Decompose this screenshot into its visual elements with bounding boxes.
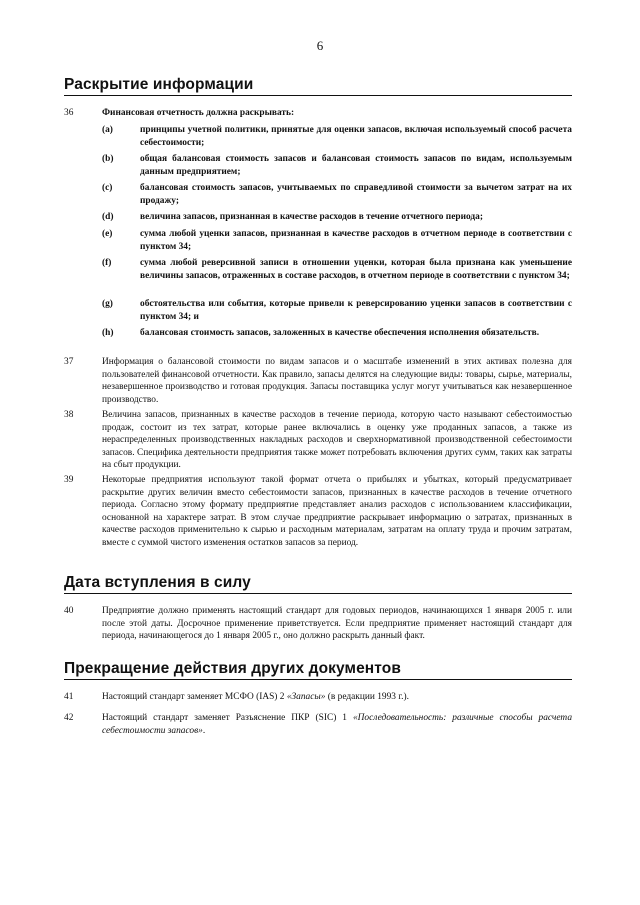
paragraph-number: 37: [64, 357, 74, 367]
paragraph-37: [64, 356, 572, 406]
list-item-label: (b): [102, 154, 114, 164]
paragraph-text: Информация о балансовой стоимости по видам запасов и о масштабе изменений в этих активах полезна для пользователей финансовой отчетности. Как правило, запасы делятся на следующие виды: товары, сырье, материалы, незавершенное производство и готовая продукция. Запасы поставщика услуг могут учитываться как незавершенное производство.: [102, 357, 572, 405]
paragraph-40: [64, 605, 572, 643]
paragraph-number: 41: [64, 692, 74, 702]
paragraph-text: Предприятие должно применять настоящий стандарт для годовых периодов, начинающихся 1 января 2005 г. или после этой даты. Досрочное применение приветствуется. Если предприятие применяет настоящий стандарт для периода, начинающегося до 1 января 2005 г., оно должно раскрыть данный факт.: [102, 606, 572, 642]
paragraph-text: Величина запасов, признанных в качестве расходов в течение периода, которую часто называют себестоимостью продаж, состоит из тех затрат, которые ранее включались в оценку уже проданных запасов, а также из нераспределенных производственных накладных расходов и сверхнормативной производственной себестоимости запасов. Специфика деятельности предприятия также может потребовать включения других сумм, таких как затраты на сбыт продукции.: [102, 410, 572, 471]
paragraph-text: Некоторые предприятия используют такой формат отчета о прибылях и убытках, который предусматривает раскрытие других величин вместо себестоимости запасов, признанных в качестве расходов в течение отчетного периода. Согласно этому формату предприятие представляет анализ расходов с использованием классификации, основанной на характере затрат. В этом случае предприятие раскрывает информацию о затратах, признанных в качестве расходов применительно к сырью и расходным материалам, затратам на оплату труда и прочим затратам, вместе с суммой чистого изменения остатков запасов за период.: [102, 475, 572, 548]
list-item: [102, 228, 572, 253]
list-item: [102, 153, 572, 178]
paragraph-text: Финансовая отчетность должна раскрывать:: [102, 108, 295, 118]
list-item-text: величина запасов, признанная в качестве расходов в течение отчетного периода;: [140, 212, 483, 222]
paragraph-36: [64, 107, 572, 120]
paragraph-41: [64, 691, 572, 704]
paragraph-number: 38: [64, 410, 74, 420]
list-item: [102, 182, 572, 207]
page-number: 6: [316, 38, 324, 53]
section-title-disclosure: Раскрытие информации: [64, 76, 572, 96]
text-run: .: [202, 725, 206, 736]
list-item-text: обстоятельства или события, которые привели к реверсированию уценки запасов в соответствии с пунктом 34; и: [140, 299, 572, 322]
list-item: [102, 211, 572, 224]
paragraph-number: 40: [64, 606, 74, 616]
list-item-label: (e): [102, 229, 113, 239]
list-item: [102, 327, 572, 340]
list-item: [102, 124, 572, 149]
paragraph-42: [64, 712, 572, 737]
list-item-label: (h): [102, 328, 114, 338]
list-item-text: сумма любой реверсивной записи в отношении уценки, которая была признана как уменьшение величины запасов, отраженных в составе расходов, в отчетном периоде в соответствии с пунктом 34;: [140, 258, 572, 281]
paragraph-number: 39: [64, 475, 74, 485]
list-item-text: балансовая стоимость запасов, учитываемых по справедливой стоимости за вычетом затрат на их продажу;: [140, 183, 572, 206]
list-item: [102, 257, 572, 282]
list-item-label: (g): [102, 299, 113, 309]
list-item-label: (a): [102, 125, 113, 135]
list-item-text: принципы учетной политики, принятые для оценки запасов, включая используемый способ расчета себестоимости;: [140, 125, 572, 148]
list-item-label: (f): [102, 258, 112, 268]
document-title-italic: «Последовательность: различные способы расчета себестоимости запасов»: [102, 713, 573, 736]
list-item-text: сумма любой уценки запасов, признанная в качестве расходов в отчетном периоде в соответствии с пунктом 34;: [140, 229, 572, 252]
paragraph-text: [102, 712, 572, 737]
list-item-label: (d): [102, 212, 114, 222]
document-title-italic: «Запасы»: [286, 692, 326, 702]
list-item: [102, 298, 572, 323]
paragraph-38: [64, 409, 572, 472]
paragraph-number: 36: [64, 108, 74, 118]
text-run: (в редакции 1993 г.).: [325, 692, 409, 702]
paragraph-text: [102, 691, 572, 704]
section-title-effective-date: Дата вступления в силу: [64, 574, 572, 594]
list-item-text: балансовая стоимость запасов, заложенных в качестве обеспечения исполнения обязательств.: [140, 328, 540, 338]
paragraph-39: [64, 474, 572, 550]
text-run: Настоящий стандарт заменяет Разъяснение ПКР (SIC) 1: [102, 713, 353, 723]
list-item-label: (c): [102, 183, 113, 193]
text-run: Настоящий стандарт заменяет МСФО (IAS) 2: [102, 692, 287, 702]
list-item-text: общая балансовая стоимость запасов и балансовая стоимость запасов по видам, используемым данным предприятием;: [140, 154, 572, 177]
paragraph-number: 42: [64, 713, 74, 723]
section-title-withdrawal: Прекращение действия других документов: [64, 660, 572, 680]
